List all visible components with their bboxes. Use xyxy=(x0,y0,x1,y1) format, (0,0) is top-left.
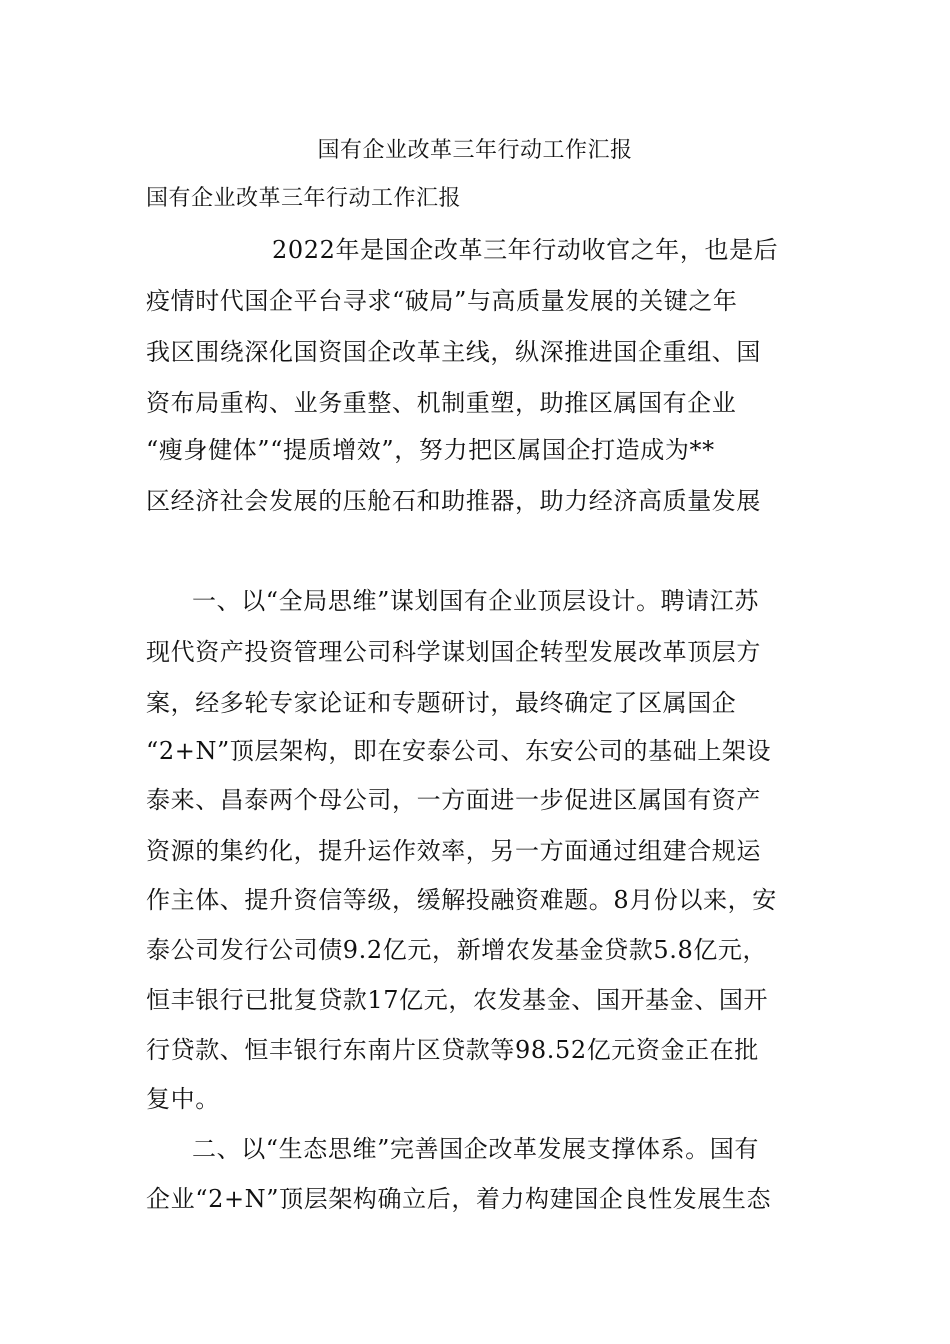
paragraph-line: 一、以“全局思维”谋划国有企业顶层设计。聘请江苏 xyxy=(192,587,759,615)
paragraph-line: 恒丰银行已批复贷款17亿元，农发基金、国开基金、国开 xyxy=(146,986,769,1014)
paragraph-line: “2+N”顶层架构，即在安泰公司、东安公司的基础上架设 xyxy=(146,737,772,765)
document-subtitle: 国有企业改革三年行动工作汇报 xyxy=(146,186,462,211)
paragraph-line: 泰来、昌泰两个母公司，一方面进一步促进区属国有资产 xyxy=(146,786,761,814)
paragraph-line: 行贷款、恒丰银行东南片区贷款等98.52亿元资金正在批 xyxy=(146,1036,759,1064)
paragraph-line: 泰公司发行公司债9.2亿元，新增农发基金贷款5.8亿元， xyxy=(146,936,768,964)
paragraph-line: 二、以“生态思维”完善国企改革发展支撑体系。国有 xyxy=(192,1135,759,1163)
paragraph-line: 我区围绕深化国资国企改革主线，纵深推进国企重组、国 xyxy=(146,338,761,366)
paragraph-line: 资布局重构、业务重整、机制重塑，助推区属国有企业 xyxy=(146,389,737,417)
paragraph-line: 案，经多轮专家论证和专题研讨，最终确定了区属国企 xyxy=(146,689,737,717)
paragraph-line: 作主体、提升资信等级，缓解投融资难题。8月份以来，安 xyxy=(146,886,777,914)
document-title: 国有企业改革三年行动工作汇报 xyxy=(317,138,633,163)
paragraph-line: 疫情时代国企平台寻求“破局”与高质量发展的关键之年 xyxy=(146,287,738,315)
paragraph-line: 资源的集约化，提升运作效率，另一方面通过组建合规运 xyxy=(146,837,761,865)
paragraph-line: 复中。 xyxy=(146,1085,220,1113)
paragraph-line: 企业“2+N”顶层架构确立后，着力构建国企良性发展生态 xyxy=(146,1185,772,1213)
paragraph-line: 2022年是国企改革三年行动收官之年，也是后 xyxy=(272,236,779,264)
paragraph-line: 现代资产投资管理公司科学谋划国企转型发展改革顶层方 xyxy=(146,638,761,666)
paragraph-line: 区经济社会发展的压舱石和助推器，助力经济高质量发展 xyxy=(146,487,761,515)
paragraph-line: “瘦身健体”“提质增效”，努力把区属国企打造成为** xyxy=(146,436,715,464)
